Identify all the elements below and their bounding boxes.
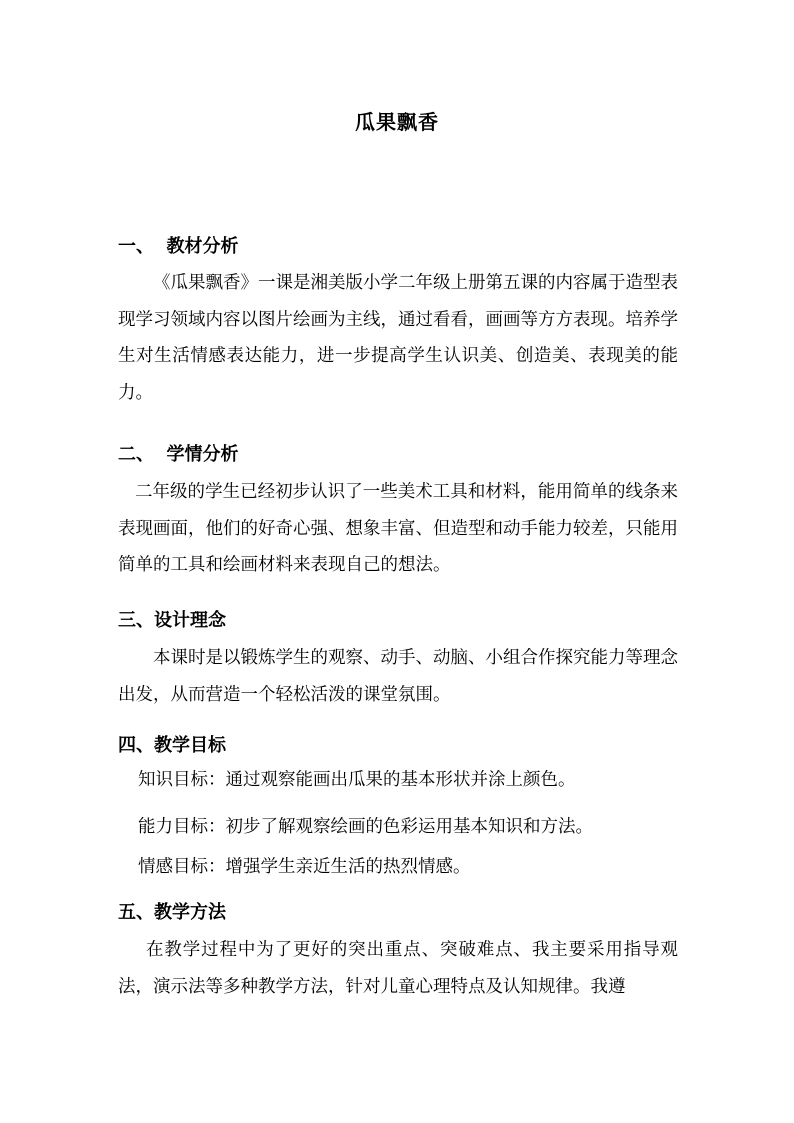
section-heading-4: 四、教学目标 [118, 735, 226, 756]
objective-emotion: 情感目标：增强学生亲近生活的热烈情感。 [138, 857, 471, 877]
section-body-2: 二年级的学生已经初步认识了一些美术工具和材料，能用简单的线条来表现画面，他们的好奇心强、想象丰富、但造型和动手能力较差，只能用简单的工具和绘画材料来表现自己的想法。 [118, 482, 678, 575]
section-heading-1: 一、 教材分析 [118, 236, 239, 257]
section-body-5: 在教学过程中为了更好的突出重点、突破难点、我主要采用指导观法，演示法等多种教学方法，针对儿童心理特点及认知规律。我遵 [118, 940, 678, 997]
objective-knowledge: 知识目标：通过观察能画出瓜果的基本形状并涂上颜色。 [138, 770, 576, 790]
section-heading-2: 二、 学情分析 [118, 444, 239, 465]
section-body-1: 《瓜果飘香》一课是湘美版小学二年级上册第五课的内容属于造型表现学习领域内容以图片绘画为主线，通过看看，画画等方方表现。培养学生对生活情感表达能力，进一步提高学生认识美、创造美、表现美的能力。 [118, 273, 678, 403]
section-heading-3: 三、设计理念 [118, 610, 226, 631]
section-body-3: 本课时是以锻炼学生的观察、动手、动脑、小组合作探究能力等理念出发，从而营造一个轻松活泼的课堂氛围。 [118, 648, 678, 705]
section-heading-5: 五、教学方法 [118, 902, 226, 923]
document-title: 瓜果飘香 [355, 110, 439, 134]
objective-ability: 能力目标：初步了解观察绘画的色彩运用基本知识和方法。 [138, 817, 593, 837]
